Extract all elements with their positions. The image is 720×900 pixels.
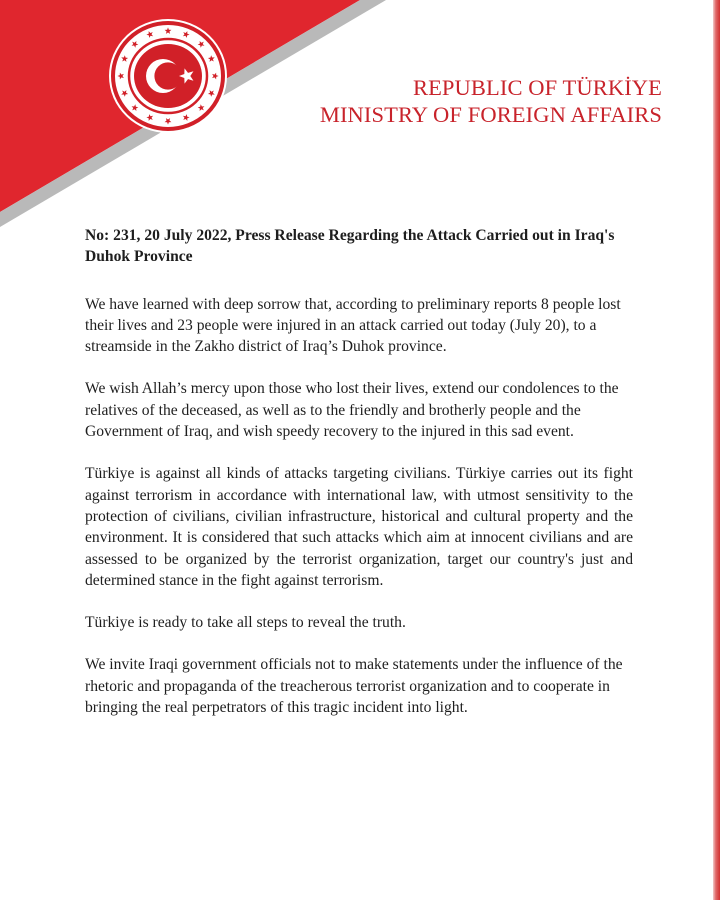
press-release-title: No: 231, 20 July 2022, Press Release Regarding the Attack Carried out in Iraq's Duhok Province	[85, 227, 615, 266]
right-edge-stripe	[713, 0, 720, 900]
paragraph-5: We invite Iraqi government officials not to make statements under the influence of the rhetoric and propaganda of the treacherous terrorist organization and to cooperate in bringing the real perpetrators of this tragic incident into light.	[85, 656, 623, 717]
country-name: REPUBLIC OF TÜRKİYE	[412, 75, 662, 100]
paragraph-1: We have learned with deep sorrow that, according to preliminary reports 8 people lost their lives and 23 people were injured in an attack carried out today (July 20), to a streamside in the Zakho district of Iraq’s Duhok province.	[85, 295, 621, 356]
press-release-body	[85, 225, 633, 739]
paragraph-2: We wish Allah’s mercy upon those who lost their lives, extend our condolences to the relatives of the deceased, as well as to the friendly and brotherly people and the Government of Iraq, and wish speedy recovery to the injured in this sad event.	[85, 380, 619, 441]
ministry-name: MINISTRY OF FOREIGN AFFAIRS	[319, 102, 662, 127]
ministry-header	[320, 74, 662, 128]
paragraph-3: Türkiye is against all kinds of attacks targeting civilians. Türkiye carries out its fight against terrorism in accordance with international law, with utmost sensitivity to the protection of civilians, civilian infrastructure, historical and cultural property and the environment. It is considered that such attacks which aim at innocent civilians and are assessed to be organized by the terrorist organization, target our country's just and determined stance in the fight against terrorism.	[85, 465, 633, 589]
turkish-mfa-seal-icon	[107, 17, 229, 135]
paragraph-4: Türkiye is ready to take all steps to reveal the truth.	[85, 614, 406, 632]
